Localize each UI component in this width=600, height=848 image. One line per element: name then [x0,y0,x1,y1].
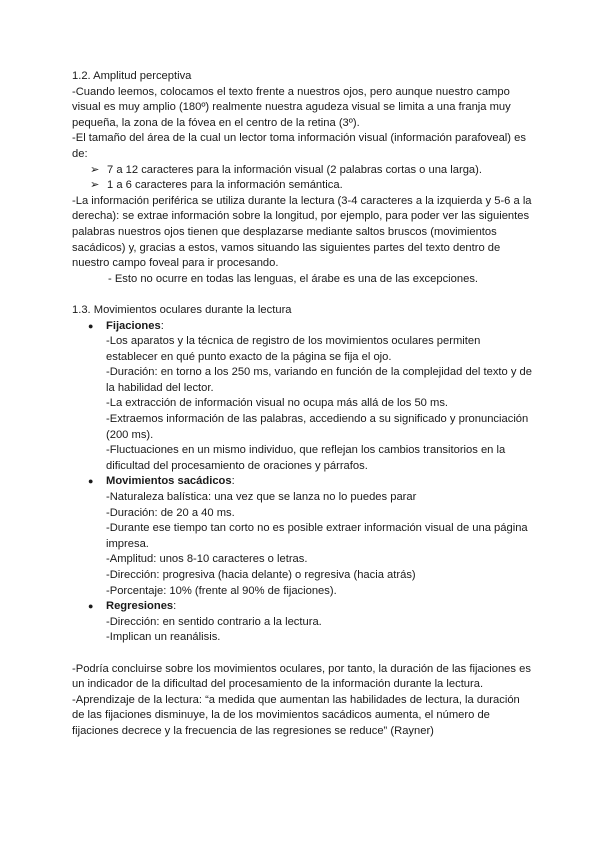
bullet-icon: ● [88,320,94,331]
list-line: -Porcentaje: 10% (frente al 90% de fijaciones). [106,584,337,597]
list-line: -Amplitud: unos 8-10 caracteres o letras. [106,553,308,566]
list-line: -Implican un reanálisis. [106,631,221,644]
list-line: -Naturaleza balística: una vez que se lanza no lo puedes parar [106,491,417,504]
section-heading-1-2: 1.2. Amplitud perceptiva [72,70,192,82]
bullet-icon: ● [88,601,94,612]
list-line: -Fluctuaciones en un mismo individuo, que reflejan los cambios transitorios en la dificultad del procesamiento de oraciones y párrafos. [106,444,506,472]
bullet-fijaciones: ● Fijaciones: -Los aparatos y la técnica de registro de los movimientos oculares permiten establecer en qué punto exacto de la página se fija el ojo. -Duración: en torno a los 250 ms, variando en función de la complejidad del texto y de la habilidad del lector. -La extracción de información visual no ocupa más allá de los 50 ms. -Extraemos información de las palabras, accediendo a su significado y pronunciación (200 ms). -Fluctuaciones en un mismo individuo, que reflejan los cambios transitorios en la dificultad del procesamiento de oraciones y párrafos. [72,319,534,475]
section-heading-1-3: 1.3. Movimientos oculares durante la lectura [72,303,292,316]
list-line: -Dirección: progresiva (hacia delante) o regresiva (hacia atrás) [106,569,416,581]
list-line: -Duración: en torno a los 250 ms, variando en función de la complejidad del texto y de la habilidad del lector. [106,366,532,394]
list-line: -La extracción de información visual no ocupa más allá de los 50 ms. [106,397,449,410]
bullet-title: Fijaciones [106,319,161,332]
list-line: -Los aparatos y la técnica de registro de los movimientos oculares permiten establecer en qué punto exacto de la página se fija el ojo. [106,335,481,363]
paragraph: -Podría concluirse sobre los movimientos oculares, por tanto, la duración de las fijaciones es un indicador de la dificultad del procesamiento de la información durante la lectura. [72,662,531,691]
note: - Esto no ocurre en todas las lenguas, el árabe es una de las excepciones. [108,272,479,285]
bullet-regresiones: ● Regresiones: -Dirección: en sentido contrario a la lectura. -Implican un reanálisis. [72,599,534,646]
list-line: -Duración: de 20 a 40 ms. [106,506,235,519]
arrow-bullet-icon: ➢ [90,179,100,192]
bullet-sacadicos: ● Movimientos sacádicos: -Naturaleza balística: una vez que se lanza no lo puedes parar -Duración: de 20 a 40 ms. -Durante ese tiempo tan corto no es posible extraer información visual de una página impresa. -Amplitud: unos 8-10 caracteres o letras. -Dirección: progresiva (hacia delante) o regresiva (hacia atrás) -Porcentaje: 10% (frente al 90% de fijaciones). [72,474,534,599]
list-line: -Durante ese tiempo tan corto no es posible extraer información visual de una página impresa. [106,522,528,550]
list-line: -Extraemos información de las palabras, accediendo a su significado y pronunciación (200 ms). [106,413,529,441]
list-line: -Dirección: en sentido contrario a la lectura. [106,615,322,628]
arrow-bullet-icon: ➢ [90,163,100,176]
paragraph: -La información periférica se utiliza durante la lectura (3-4 caracteres a la izquierda y 5-6 a la derecha): se extrae información sobre la longitud, por ejemplo, para poder ver las siguientes palabras nuestros ojos tienen que desplazarse mediante saltos bruscos (movimientos sacádicos) y, gracias a estos, vamos situando las siguientes partes del texto dentro de nuestro campo foveal para ir procesando. [72,194,532,270]
paragraph: -Cuando leemos, colocamos el texto frente a nuestros ojos, pero aunque nuestro campo visual es muy amplio (180º) realmente nuestra agudeza visual se limita a una franja muy pequeña, la zona de la fóvea en el centro de la retina (3º). [72,85,511,129]
paragraph: -El tamaño del área de la cual un lector toma información visual (información parafoveal) es de: [72,132,526,160]
bullet-icon: ● [88,476,94,487]
arrow-list-item: ➢ 7 a 12 caracteres para la información visual (2 palabras cortas o una larga). [72,163,534,179]
bullet-title: Movimientos sacádicos [106,475,232,488]
document-body [72,69,534,740]
arrow-list-item: ➢ 1 a 6 caracteres para la información semántica. [72,178,534,194]
bullet-title: Regresiones [106,600,174,613]
paragraph: -Aprendizaje de la lectura: “a medida que aumentan las habilidades de lectura, la duración de las fijaciones disminuye, la de los movimientos sacádicos aumenta, el número de fijaciones decrece y la frecuencia de las regresiones se reduce” (Rayner) [72,693,520,737]
